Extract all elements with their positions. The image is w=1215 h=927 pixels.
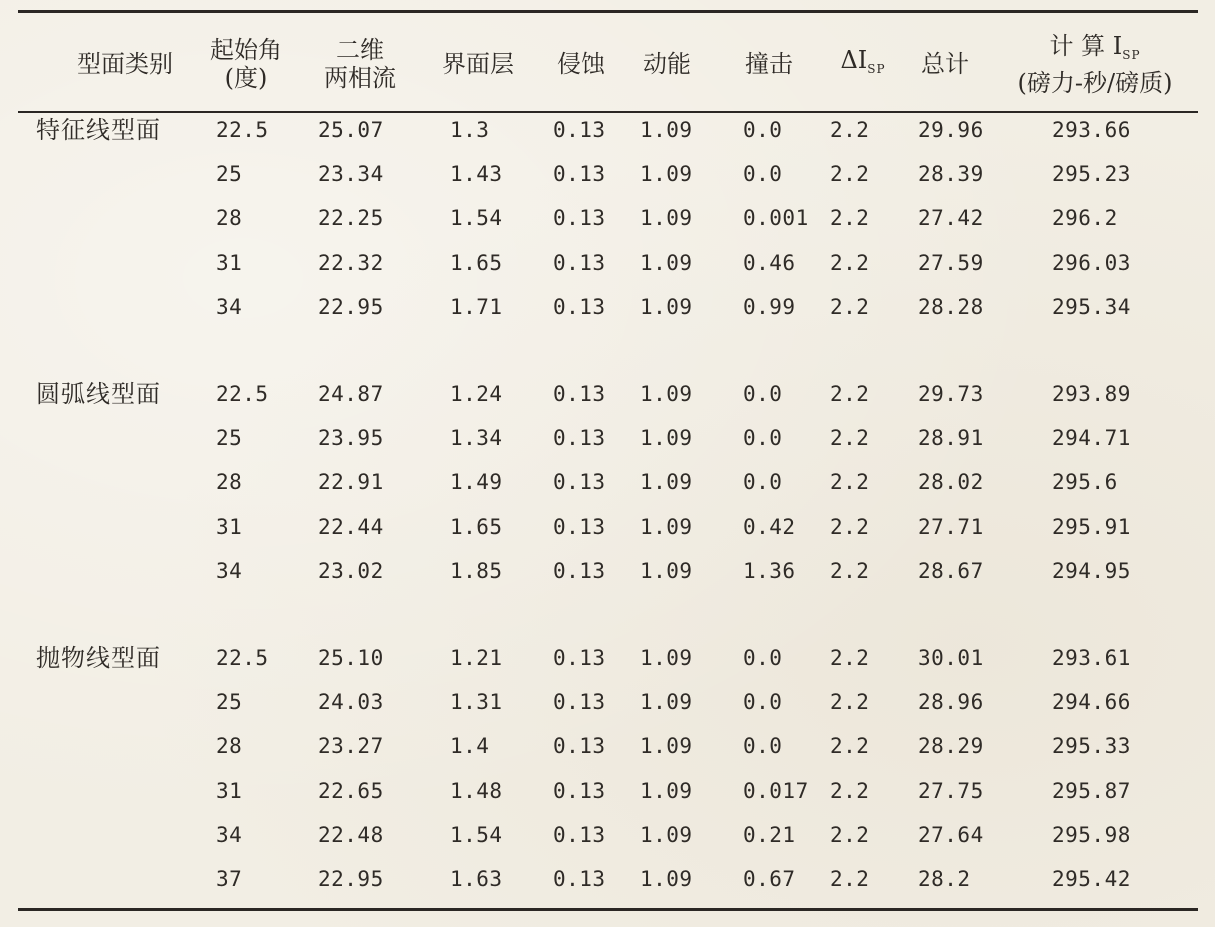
cell-kinetic: 1.09 [640, 162, 693, 186]
cell-kinetic: 1.09 [640, 251, 693, 275]
cell-total: 27.59 [918, 251, 984, 275]
group-category-label: 特征线型面 [36, 116, 161, 144]
header-category-text: 型面类别 [77, 50, 173, 78]
cell-erosion: 0.13 [553, 734, 606, 758]
header-impact-text: 撞击 [745, 50, 793, 78]
cell-twophase: 24.03 [318, 690, 384, 714]
cell-impact: 0.42 [743, 515, 796, 539]
header-total [912, 22, 978, 106]
cell-kinetic: 1.09 [640, 295, 693, 319]
cell-impact: 0.0 [743, 646, 783, 670]
cell-kinetic: 1.09 [640, 559, 693, 583]
header-calc-isp-sub: SP [1122, 47, 1141, 62]
cell-erosion: 0.13 [553, 515, 606, 539]
header-calc-isp-line1 [1049, 32, 1140, 69]
header-calc-isp [990, 22, 1200, 106]
cell-calc-isp: 294.95 [1052, 559, 1131, 583]
cell-twophase: 22.25 [318, 206, 384, 230]
cell-total: 28.67 [918, 559, 984, 583]
cell-total: 28.39 [918, 162, 984, 186]
cell-erosion: 0.13 [553, 382, 606, 406]
cell-erosion: 0.13 [553, 779, 606, 803]
cell-calc-isp: 293.89 [1052, 382, 1131, 406]
cell-start-angle: 31 [216, 251, 243, 275]
cell-start-angle: 34 [216, 559, 243, 583]
cell-impact: 0.0 [743, 162, 783, 186]
cell-calc-isp: 294.66 [1052, 690, 1131, 714]
cell-start-angle: 31 [216, 515, 243, 539]
cell-start-angle: 25 [216, 690, 243, 714]
cell-twophase: 23.95 [318, 426, 384, 450]
cell-impact: 0.67 [743, 867, 796, 891]
cell-delta-isp: 2.2 [830, 295, 870, 319]
cell-delta-isp: 2.2 [830, 382, 870, 406]
cell-kinetic: 1.09 [640, 118, 693, 142]
header-start-angle-line1: 起始角 [210, 36, 282, 64]
cell-calc-isp: 296.03 [1052, 251, 1131, 275]
cell-erosion: 0.13 [553, 646, 606, 670]
cell-erosion: 0.13 [553, 206, 606, 230]
header-total-text: 总计 [921, 50, 969, 78]
cell-boundary: 1.49 [450, 470, 503, 494]
header-category [55, 22, 195, 106]
cell-total: 28.28 [918, 295, 984, 319]
cell-total: 27.64 [918, 823, 984, 847]
cell-calc-isp: 295.87 [1052, 779, 1131, 803]
cell-impact: 0.0 [743, 426, 783, 450]
cell-calc-isp: 296.2 [1052, 206, 1118, 230]
cell-twophase: 22.44 [318, 515, 384, 539]
table-bottom-rule [18, 908, 1198, 911]
header-twophase-line2: 两相流 [324, 64, 396, 92]
cell-twophase: 22.95 [318, 867, 384, 891]
cell-total: 28.96 [918, 690, 984, 714]
header-erosion [548, 22, 614, 106]
cell-boundary: 1.24 [450, 382, 503, 406]
cell-kinetic: 1.09 [640, 382, 693, 406]
cell-impact: 0.0 [743, 382, 783, 406]
cell-kinetic: 1.09 [640, 779, 693, 803]
cell-calc-isp: 295.6 [1052, 470, 1118, 494]
cell-boundary: 1.48 [450, 779, 503, 803]
cell-calc-isp: 295.23 [1052, 162, 1131, 186]
cell-erosion: 0.13 [553, 470, 606, 494]
cell-boundary: 1.4 [450, 734, 490, 758]
cell-total: 29.96 [918, 118, 984, 142]
cell-kinetic: 1.09 [640, 646, 693, 670]
header-twophase-line1: 二维 [336, 36, 384, 64]
cell-total: 28.02 [918, 470, 984, 494]
cell-erosion: 0.13 [553, 118, 606, 142]
cell-boundary: 1.34 [450, 426, 503, 450]
header-kinetic-text: 动能 [643, 50, 691, 78]
table-header-rule [18, 111, 1198, 113]
cell-delta-isp: 2.2 [830, 823, 870, 847]
cell-twophase: 22.32 [318, 251, 384, 275]
cell-impact: 0.0 [743, 470, 783, 494]
table-top-rule [18, 10, 1198, 13]
cell-impact: 0.99 [743, 295, 796, 319]
cell-boundary: 1.71 [450, 295, 503, 319]
cell-impact: 1.36 [743, 559, 796, 583]
cell-impact: 0.017 [743, 779, 809, 803]
cell-twophase: 25.10 [318, 646, 384, 670]
cell-total: 27.42 [918, 206, 984, 230]
header-start-angle [198, 22, 294, 106]
cell-boundary: 1.31 [450, 690, 503, 714]
cell-total: 30.01 [918, 646, 984, 670]
cell-start-angle: 22.5 [216, 382, 269, 406]
cell-delta-isp: 2.2 [830, 206, 870, 230]
cell-impact: 0.21 [743, 823, 796, 847]
header-calc-isp-prefix: 计 算 I [1049, 31, 1123, 60]
cell-boundary: 1.21 [450, 646, 503, 670]
cell-total: 28.29 [918, 734, 984, 758]
cell-erosion: 0.13 [553, 426, 606, 450]
cell-calc-isp: 295.91 [1052, 515, 1131, 539]
cell-calc-isp: 293.61 [1052, 646, 1131, 670]
cell-twophase: 22.48 [318, 823, 384, 847]
cell-impact: 0.0 [743, 734, 783, 758]
cell-kinetic: 1.09 [640, 206, 693, 230]
cell-calc-isp: 295.42 [1052, 867, 1131, 891]
header-start-angle-line2: (度) [224, 64, 268, 92]
header-delta-isp-text [840, 46, 885, 83]
cell-calc-isp: 294.71 [1052, 426, 1131, 450]
cell-calc-isp: 295.33 [1052, 734, 1131, 758]
cell-boundary: 1.85 [450, 559, 503, 583]
cell-total: 27.71 [918, 515, 984, 539]
cell-boundary: 1.65 [450, 515, 503, 539]
cell-total: 28.2 [918, 867, 971, 891]
header-impact [736, 22, 802, 106]
cell-delta-isp: 2.2 [830, 779, 870, 803]
cell-calc-isp: 295.34 [1052, 295, 1131, 319]
header-delta-isp-sub: SP [867, 61, 886, 76]
cell-twophase: 23.02 [318, 559, 384, 583]
cell-kinetic: 1.09 [640, 690, 693, 714]
cell-erosion: 0.13 [553, 295, 606, 319]
cell-kinetic: 1.09 [640, 470, 693, 494]
cell-start-angle: 34 [216, 823, 243, 847]
cell-boundary: 1.65 [450, 251, 503, 275]
cell-total: 27.75 [918, 779, 984, 803]
cell-delta-isp: 2.2 [830, 515, 870, 539]
cell-kinetic: 1.09 [640, 515, 693, 539]
cell-impact: 0.0 [743, 118, 783, 142]
cell-twophase: 23.27 [318, 734, 384, 758]
cell-impact: 0.46 [743, 251, 796, 275]
cell-delta-isp: 2.2 [830, 251, 870, 275]
header-boundary-text: 界面层 [442, 50, 514, 78]
cell-erosion: 0.13 [553, 559, 606, 583]
cell-twophase: 25.07 [318, 118, 384, 142]
cell-start-angle: 31 [216, 779, 243, 803]
cell-start-angle: 37 [216, 867, 243, 891]
cell-delta-isp: 2.2 [830, 118, 870, 142]
cell-start-angle: 28 [216, 734, 243, 758]
cell-kinetic: 1.09 [640, 867, 693, 891]
cell-kinetic: 1.09 [640, 823, 693, 847]
cell-twophase: 22.95 [318, 295, 384, 319]
cell-boundary: 1.3 [450, 118, 490, 142]
header-erosion-text: 侵蚀 [557, 50, 605, 78]
header-calc-isp-line2: (磅力-秒/磅质) [1017, 68, 1173, 97]
cell-impact: 0.001 [743, 206, 809, 230]
cell-start-angle: 34 [216, 295, 243, 319]
cell-calc-isp: 295.98 [1052, 823, 1131, 847]
cell-start-angle: 28 [216, 470, 243, 494]
cell-impact: 0.0 [743, 690, 783, 714]
cell-kinetic: 1.09 [640, 426, 693, 450]
cell-erosion: 0.13 [553, 690, 606, 714]
cell-boundary: 1.54 [450, 206, 503, 230]
cell-twophase: 22.91 [318, 470, 384, 494]
cell-delta-isp: 2.2 [830, 867, 870, 891]
cell-start-angle: 22.5 [216, 646, 269, 670]
cell-calc-isp: 293.66 [1052, 118, 1131, 142]
cell-start-angle: 28 [216, 206, 243, 230]
header-kinetic [632, 22, 702, 106]
cell-delta-isp: 2.2 [830, 162, 870, 186]
cell-erosion: 0.13 [553, 251, 606, 275]
header-delta-isp [824, 22, 902, 106]
cell-erosion: 0.13 [553, 867, 606, 891]
cell-delta-isp: 2.2 [830, 646, 870, 670]
group-category-label: 圆弧线型面 [36, 380, 161, 408]
cell-start-angle: 25 [216, 426, 243, 450]
cell-delta-isp: 2.2 [830, 559, 870, 583]
header-boundary [430, 22, 526, 106]
cell-start-angle: 22.5 [216, 118, 269, 142]
group-category-label: 抛物线型面 [36, 644, 161, 672]
cell-twophase: 22.65 [318, 779, 384, 803]
header-twophase [310, 22, 410, 106]
cell-total: 29.73 [918, 382, 984, 406]
cell-start-angle: 25 [216, 162, 243, 186]
cell-delta-isp: 2.2 [830, 690, 870, 714]
cell-twophase: 24.87 [318, 382, 384, 406]
cell-boundary: 1.43 [450, 162, 503, 186]
cell-total: 28.91 [918, 426, 984, 450]
cell-erosion: 0.13 [553, 162, 606, 186]
cell-delta-isp: 2.2 [830, 734, 870, 758]
cell-boundary: 1.54 [450, 823, 503, 847]
cell-twophase: 23.34 [318, 162, 384, 186]
cell-erosion: 0.13 [553, 823, 606, 847]
header-delta-isp-prefix: ΔI [840, 45, 868, 74]
cell-delta-isp: 2.2 [830, 426, 870, 450]
cell-kinetic: 1.09 [640, 734, 693, 758]
cell-boundary: 1.63 [450, 867, 503, 891]
cell-delta-isp: 2.2 [830, 470, 870, 494]
